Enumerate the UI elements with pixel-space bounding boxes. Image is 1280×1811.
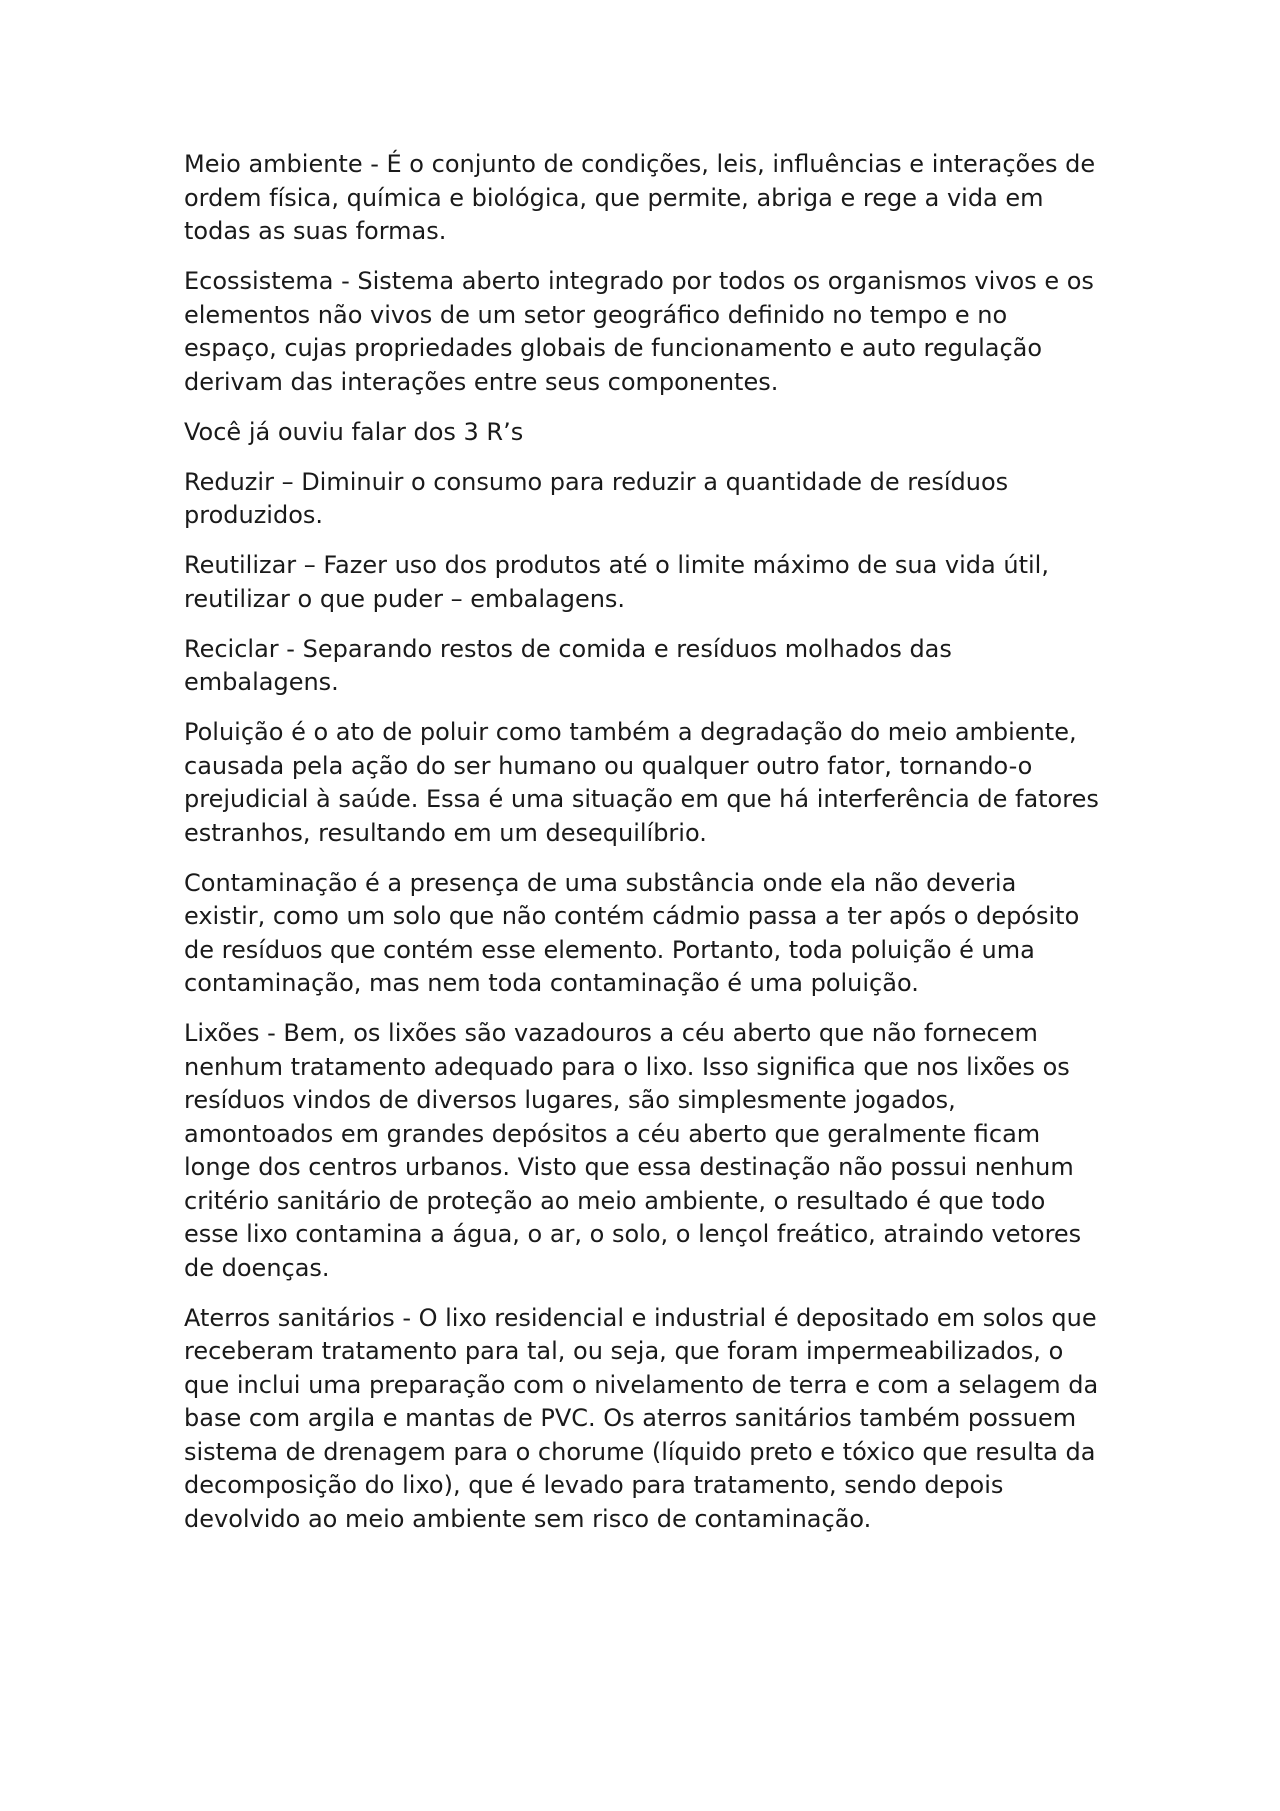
paragraph-reciclar: Reciclar - Separando restos de comida e resíduos molhados das embalagens.	[184, 634, 952, 696]
paragraph-reduzir: Reduzir – Diminuir o consumo para reduzir a quantidade de resíduos produzidos.	[184, 467, 1009, 529]
paragraph-lixoes: Lixões - Bem, os lixões são vazadouros a céu aberto que não fornecem nenhum tratamento adequado para o lixo. Isso significa que nos lixões os resíduos vindos de diversos lugares, são simplesmente jogados, amontoados em grandes depósitos a céu aberto que geralmente ficam longe dos centros urbanos. Visto que essa destinação não possui nenhum critério sanitário de proteção ao meio ambiente, o resultado é que todo esse lixo contamina a água, o ar, o solo, o lençol freático, atraindo vetores de doenças.	[184, 1019, 1082, 1282]
paragraph-reutilizar: Reutilizar – Fazer uso dos produtos até o limite máximo de sua vida útil, reutilizar o que puder – embalagens.	[184, 551, 1049, 613]
paragraph-3rs-intro: Você já ouviu falar dos 3 R’s	[184, 417, 524, 446]
paragraph-ecossistema: Ecossistema - Sistema aberto integrado por todos os organismos vivos e os elementos não vivos de um setor geográfico definido no tempo e no espaço, cujas propriedades globais de funcionamento e auto regulação derivam das interações entre seus componentes.	[184, 267, 1094, 396]
document-body	[184, 148, 1104, 1553]
paragraph-aterros-sanitarios: Aterros sanitários - O lixo residencial e industrial é depositado em solos que receberam tratamento para tal, ou seja, que foram impermeabilizados, o que inclui uma preparação com o nivelamento de terra e com a selagem da base com argila e mantas de PVC. Os aterros sanitários também possuem sistema de drenagem para o chorume (líquido preto e tóxico que resulta da decomposição do lixo), que é levado para tratamento, sendo depois devolvido ao meio ambiente sem risco de contaminação.	[184, 1303, 1099, 1533]
paragraph-poluicao: Poluição é o ato de poluir como também a degradação do meio ambiente, causada pela ação do ser humano ou qualquer outro fator, tornando-o prejudicial à saúde. Essa é uma situação em que há interferência de fatores estranhos, resultando em um desequilíbrio.	[184, 718, 1099, 847]
paragraph-meio-ambiente: Meio ambiente - É o conjunto de condições, leis, influências e interações de ordem física, química e biológica, que permite, abriga e rege a vida em todas as suas formas.	[184, 150, 1096, 245]
paragraph-contaminacao: Contaminação é a presença de uma substância onde ela não deveria existir, como um solo que não contém cádmio passa a ter após o depósito de resíduos que contém esse elemento. Portanto, toda poluição é uma contaminação, mas nem toda contaminação é uma poluição.	[184, 868, 1080, 997]
